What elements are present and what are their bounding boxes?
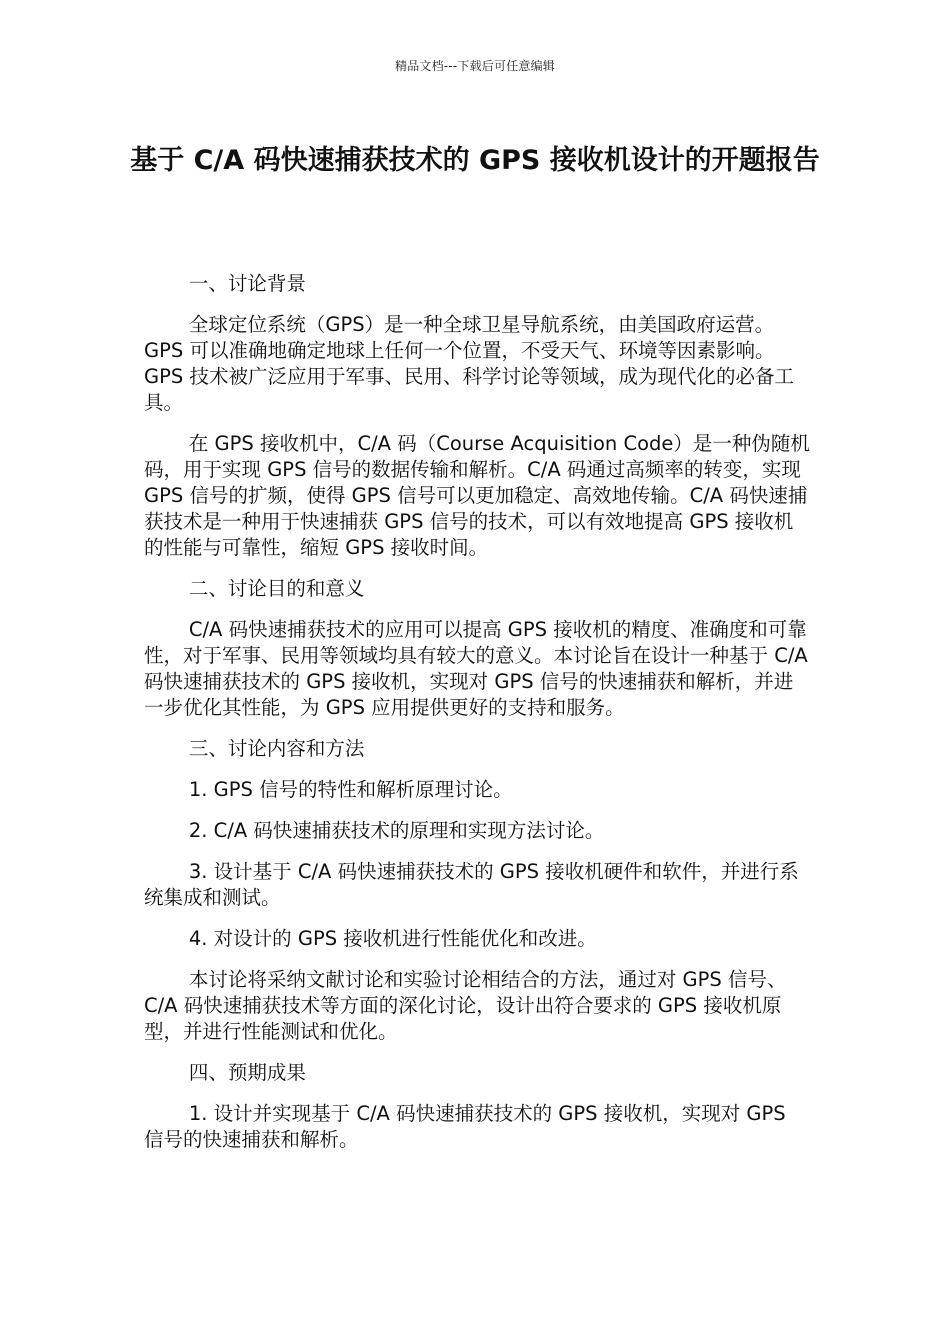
paragraph-ca-code: 在 GPS 接收机中，C/A 码（Course Acquisition Code）是一种伪随机码，用于实现 GPS 信号的数据传输和解析。C/A 码通过高频率的转变，实现 GPS 信号的扩频，使得 GPS 信号可以更加稳定、高效地传输。C/A 码快速捕获技术是一种用于快速捕获 GPS 信号的技术，可以有效地提高 GPS 接收机的性能与可靠性，缩短 GPS 接收时间。 (144, 432, 810, 559)
paragraph-method: 本讨论将采纳文献讨论和实验讨论相结合的方法，通过对 GPS 信号、C/A 码快速捕获技术等方面的深化讨论，设计出符合要求的 GPS 接收机原型，并进行性能测试和优化。 (144, 968, 787, 1043)
list-item-4: 4. 对设计的 GPS 接收机进行性能优化和改进。 (188, 927, 597, 950)
section-heading-expected-results: 四、预期成果 (188, 1061, 306, 1084)
list-item-3: 3. 设计基于 C/A 码快速捕获技术的 GPS 接收机硬件和软件，并进行系统集成和测试。 (144, 860, 799, 909)
section-heading-background: 一、讨论背景 (188, 272, 306, 295)
section-heading-purpose: 二、讨论目的和意义 (188, 577, 365, 600)
list-item-1: 1. GPS 信号的特性和解析原理讨论。 (188, 778, 513, 801)
document-title: 基于 C/A 码快速捕获技术的 GPS 接收机设计的开题报告 (130, 145, 820, 176)
section-heading-content-method: 三、讨论内容和方法 (188, 737, 365, 760)
paragraph-purpose: C/A 码快速捕获技术的应用可以提高 GPS 接收机的精度、准确度和可靠性，对于军事、民用等领域均具有较大的意义。本讨论旨在设计一种基于 C/A 码快速捕获技术的 GPS 接收机，实现对 GPS 信号的快速捕获和解析，并进一步优化其性能，为 GPS 应用提供更好的支持和服务。 (144, 618, 808, 719)
header-note: 精品文档---下载后可任意编辑 (395, 59, 555, 73)
list-item-2: 2. C/A 码快速捕获技术的原理和实现方法讨论。 (188, 819, 605, 842)
paragraph-gps-intro: 全球定位系统（GPS）是一种全球卫星导航系统，由美国政府运营。GPS 可以准确地确定地球上任何一个位置，不受天气、环境等因素影响。GPS 技术被广泛应用于军事、民用、科学讨论等领域，成为现代化的必备工具。 (144, 313, 794, 414)
list-item-result-1: 1. 设计并实现基于 C/A 码快速捕获技术的 GPS 接收机，实现对 GPS 信号的快速捕获和解析。 (144, 1102, 786, 1151)
document-body (144, 271, 810, 1168)
